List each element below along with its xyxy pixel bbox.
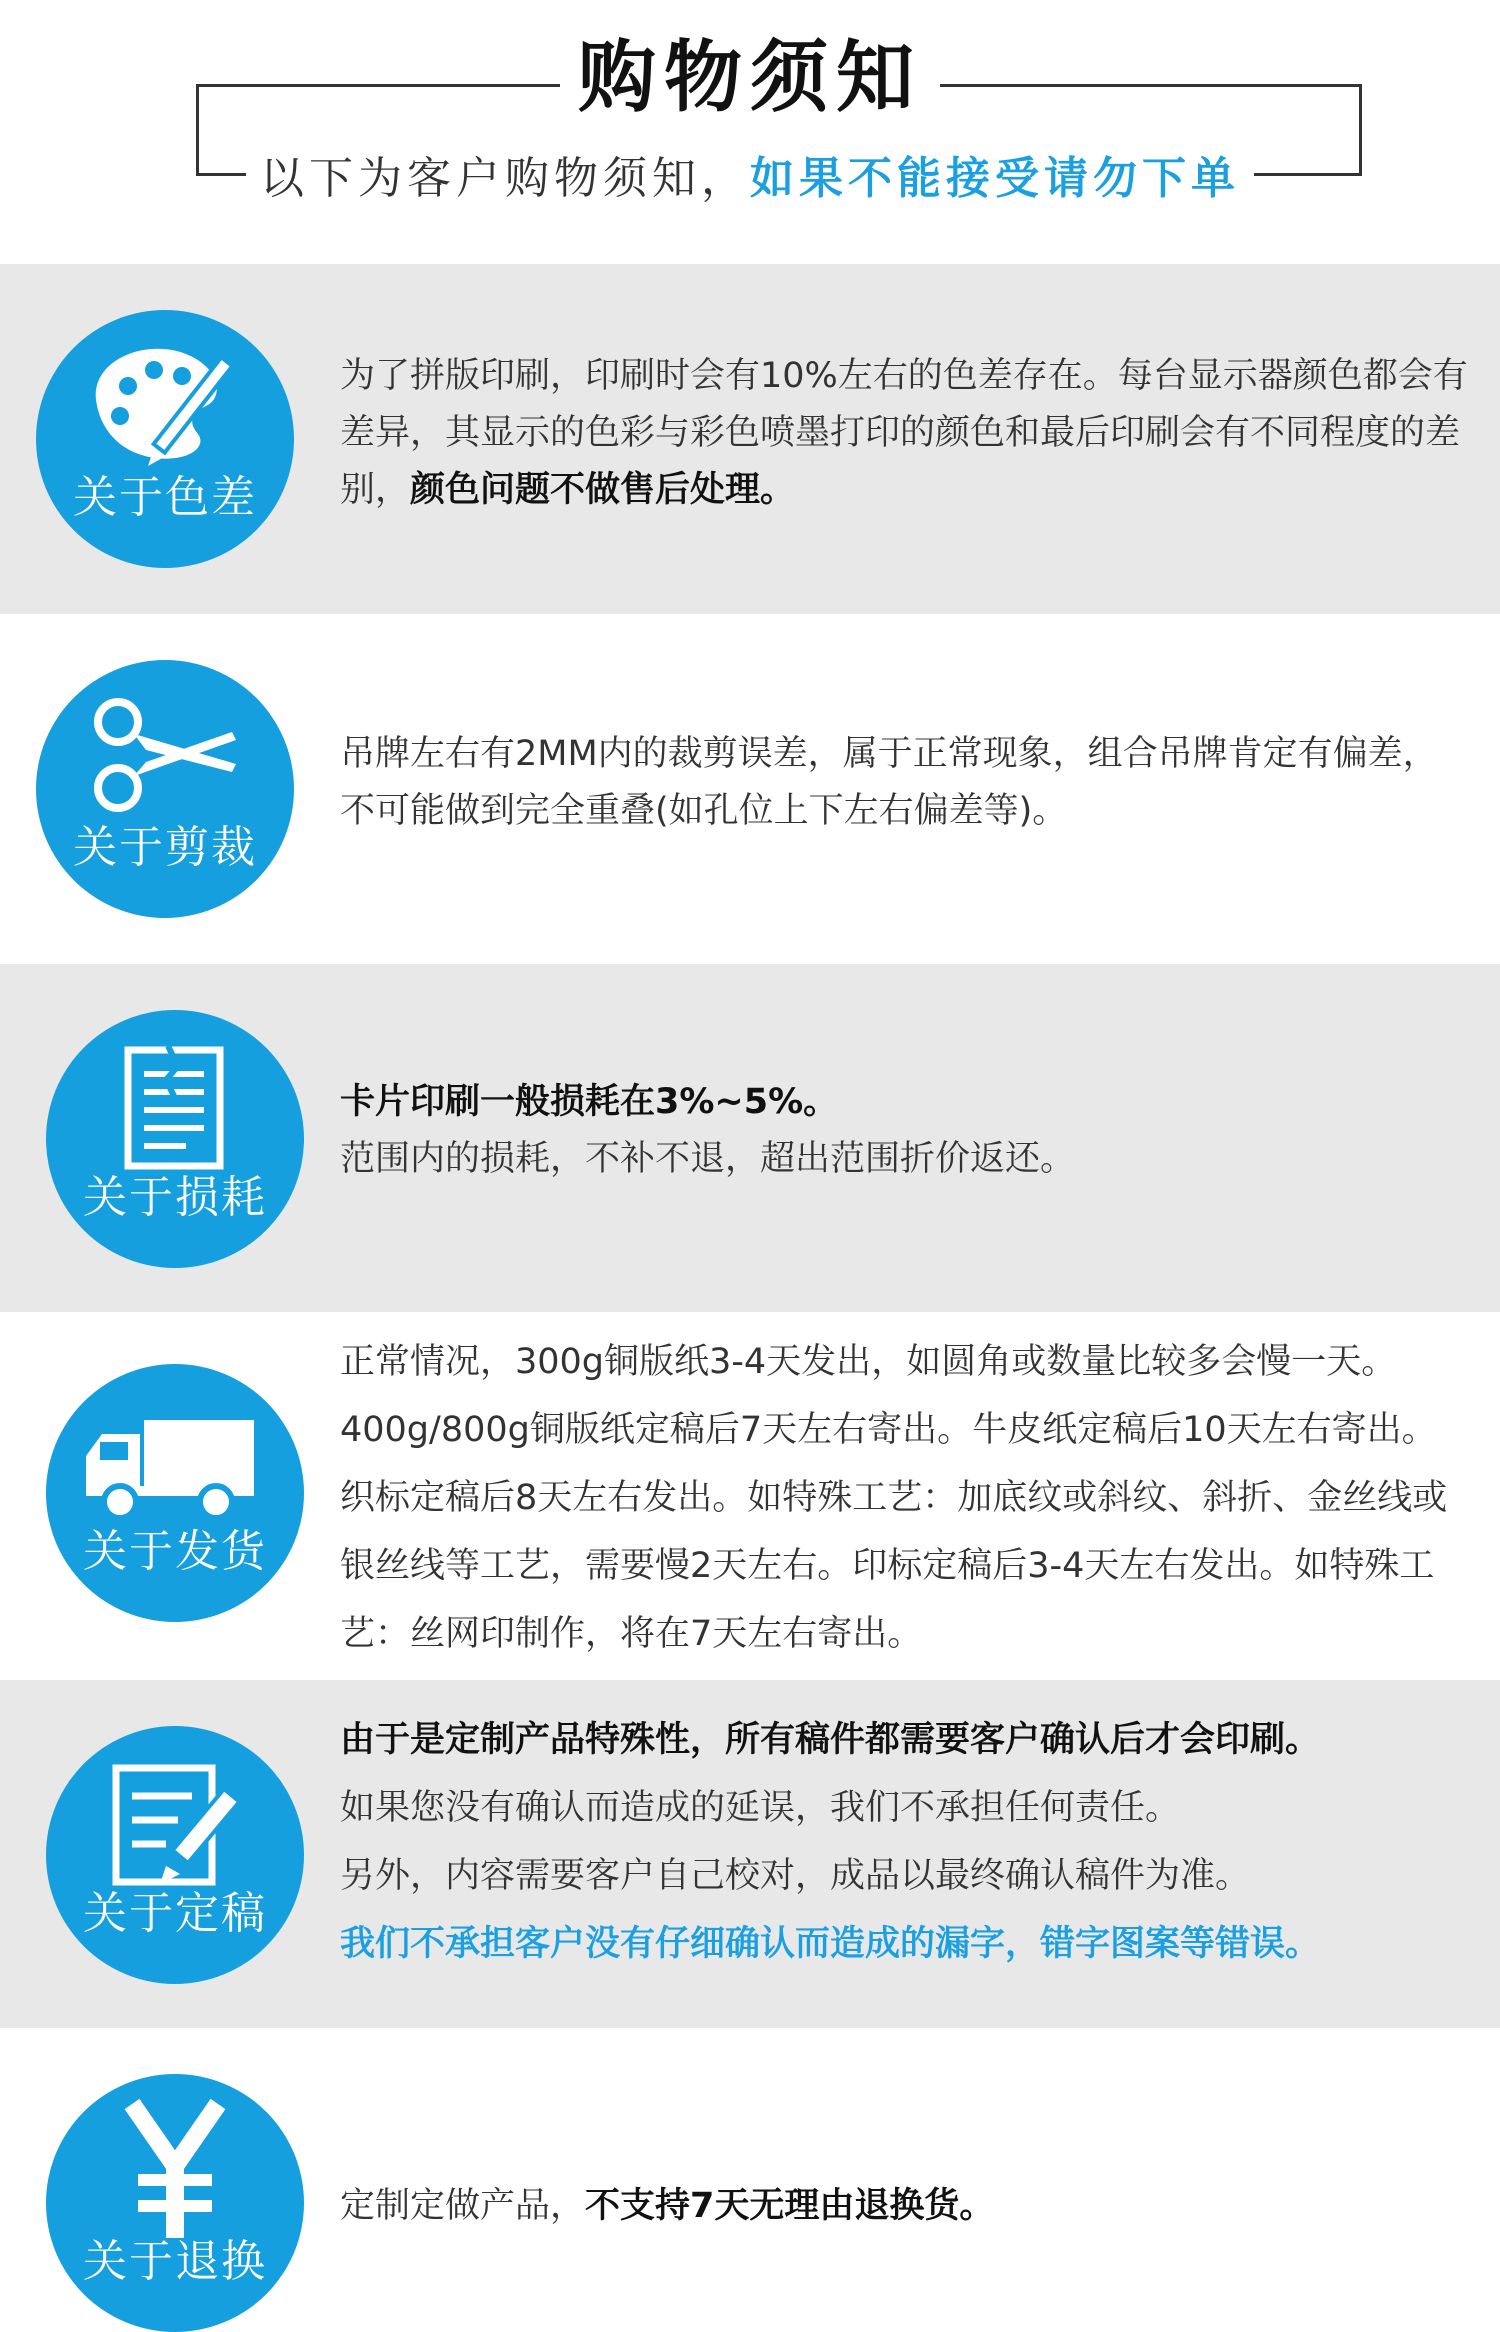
returns-bold: 不支持7天无理由退换货。 — [585, 2186, 995, 2226]
section-wastage — [0, 964, 1500, 1312]
section-returns — [0, 2028, 1500, 2322]
returns-body: 定制定做产品， — [340, 2186, 586, 2226]
final-draft-text — [340, 1706, 1470, 1978]
color-difference-text — [340, 348, 1470, 519]
shipping-badge — [46, 1364, 304, 1622]
wastage-text — [340, 1074, 1470, 1188]
cutting-body: 吊牌左右有2MM内的裁剪误差，属于正常现象，组合吊牌肯定有偏差，不可能做到完全重叠(如孔位上下左右偏差等)。 — [340, 734, 1438, 831]
section-cutting — [0, 614, 1500, 964]
wastage-body: 范围内的损耗，不补不退，超出范围折价返还。 — [340, 1139, 1076, 1179]
palette-icon — [36, 310, 294, 568]
cutting-text — [340, 726, 1470, 840]
page-title: 购物须知 — [560, 28, 940, 128]
scissors-icon — [36, 660, 294, 918]
final-draft-badge — [46, 1726, 304, 1984]
section-shipping — [0, 1312, 1500, 1680]
final-draft-bold: 由于是定制产品特殊性，所有稿件都需要客户确认后才会印刷。 — [340, 1720, 1321, 1760]
color-difference-body: 为了拼版印刷，印刷时会有10%左右的色差存在。每台显示器颜色都会有差异，其显示的色彩与彩色喷墨打印的颜色和最后印刷会有不同程度的差别， — [340, 356, 1468, 510]
edit-document-icon — [46, 1726, 304, 1984]
document-icon — [46, 1010, 304, 1268]
color-difference-bold: 颜色问题不做售后处理。 — [410, 470, 796, 510]
returns-text — [340, 2178, 1470, 2235]
wastage-label: 关于损耗 — [83, 1172, 267, 1223]
truck-icon — [46, 1364, 304, 1622]
returns-badge — [46, 2074, 304, 2332]
final-draft-label: 关于定稿 — [83, 1888, 267, 1939]
final-draft-line-3: 另外，内容需要客户自己校对，成品以最终确认稿件为准。 — [340, 1856, 1251, 1896]
section-color-difference — [0, 264, 1500, 614]
shipping-body: 正常情况，300g铜版纸3-4天发出，如圆角或数量比较多会慢一天。400g/800g铜版纸定稿后7天左右寄出。牛皮纸定稿后10天左右寄出。织标定稿后8天左右发出。如特殊工艺：加底纹或斜纹、斜折、金丝线或银丝线等工艺，需要慢2天左右。印标定稿后3-4天左右发出。如特殊工艺：丝网印制作，将在7天左右寄出。 — [340, 1342, 1448, 1654]
subtitle-text: 以下为客户购物须知， — [260, 153, 750, 204]
section-final-draft — [0, 1680, 1500, 2028]
wastage-badge — [46, 1010, 304, 1268]
page-subtitle — [246, 150, 1254, 208]
final-draft-blue: 我们不承担客户没有仔细确认而造成的漏字，错字图案等错误。 — [340, 1924, 1321, 1964]
returns-label: 关于退换 — [83, 2236, 267, 2287]
cutting-badge — [36, 660, 294, 918]
subtitle-warning: 如果不能接受请勿下单 — [750, 153, 1240, 204]
color-difference-label: 关于色差 — [73, 472, 257, 523]
wastage-bold: 卡片印刷一般损耗在3%~5%。 — [340, 1082, 839, 1122]
final-draft-line-2: 如果您没有确认而造成的延误，我们不承担任何责任。 — [340, 1788, 1181, 1828]
shipping-label: 关于发货 — [83, 1526, 267, 1577]
cutting-label: 关于剪裁 — [73, 822, 257, 873]
yen-icon — [46, 2074, 304, 2332]
color-difference-badge — [36, 310, 294, 568]
shipping-text — [340, 1328, 1470, 1668]
